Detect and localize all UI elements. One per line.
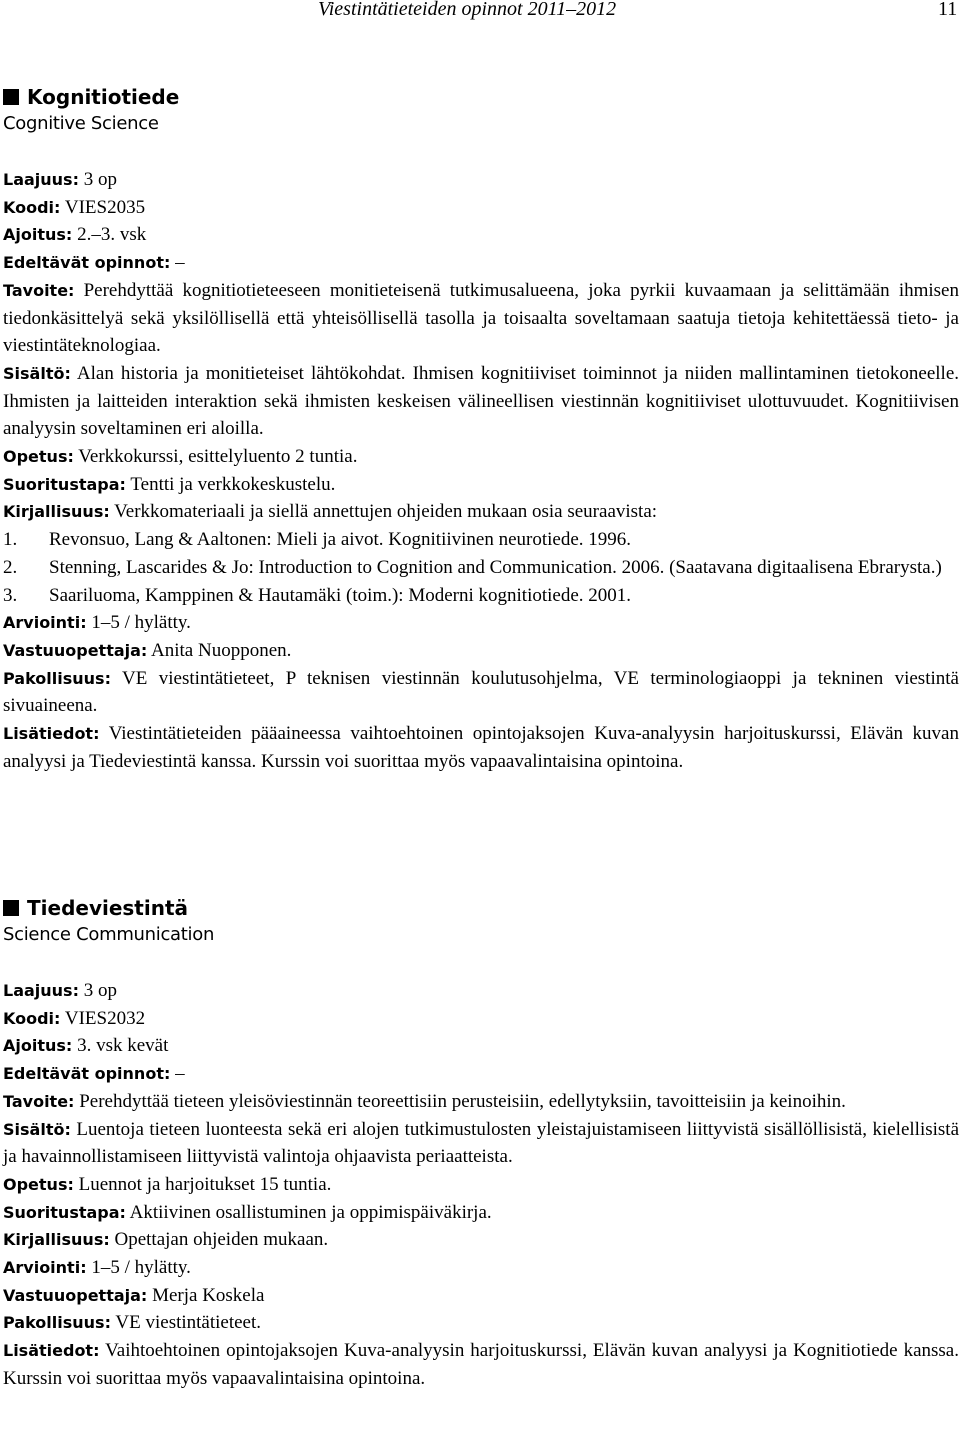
field-value: 1–5 / hylätty. bbox=[91, 612, 191, 634]
field-value: 3 op bbox=[83, 980, 117, 1001]
field-label: Arviointi: bbox=[3, 613, 87, 633]
field-koodi bbox=[3, 1005, 959, 1033]
field-label: Lisätiedot: bbox=[3, 724, 100, 744]
reference-item bbox=[3, 582, 959, 610]
course-title bbox=[3, 84, 959, 110]
reference-number: 1. bbox=[3, 529, 18, 551]
field-value: Anita Nuopponen. bbox=[151, 639, 292, 661]
field-vastuuopettaja bbox=[3, 637, 959, 665]
reference-item bbox=[3, 526, 959, 554]
field-label: Arviointi: bbox=[3, 1258, 87, 1278]
field-opetus bbox=[3, 443, 959, 471]
field-label: Edeltävät opinnot: bbox=[3, 253, 171, 273]
reference-number: 2. bbox=[3, 556, 18, 578]
field-laajuus bbox=[3, 977, 959, 1005]
field-label: Laajuus: bbox=[3, 170, 79, 189]
field-label: Edeltävät opinnot: bbox=[3, 1064, 171, 1084]
field-laajuus bbox=[3, 166, 959, 194]
field-value: – bbox=[175, 1063, 185, 1085]
field-tavoite bbox=[3, 277, 959, 360]
field-label: Opetus: bbox=[3, 1174, 74, 1194]
field-tavoite bbox=[3, 1088, 959, 1116]
field-value: Merja Koskela bbox=[152, 1284, 265, 1306]
reference-item bbox=[3, 554, 959, 582]
field-label: Pakollisuus: bbox=[3, 668, 111, 688]
field-label: Vastuuopettaja: bbox=[3, 1285, 148, 1305]
field-value: Tentti ja verkkokeskustelu. bbox=[130, 473, 336, 495]
field-kirjallisuus bbox=[3, 1226, 959, 1254]
field-value: Luennot ja harjoitukset 15 tuntia. bbox=[78, 1173, 332, 1195]
field-edeltavat bbox=[3, 1060, 959, 1088]
running-header bbox=[0, 0, 960, 24]
field-label: Laajuus: bbox=[3, 981, 79, 1000]
field-label: Sisältö: bbox=[3, 363, 71, 383]
field-value: Alan historia ja monitieteiset lähtökohdat. Ihmisen kognitiiviset toiminnot ja niiden mallintaminen tietokoneelle. Ihmisten ja laitteiden interaktion sekä ihmisten keskeisen välineellisen viestinnän kognitiiviset ulottuvuudet. Kognitiivisen analyysin soveltaminen eri aloilla. bbox=[3, 362, 960, 440]
field-label: Kirjallisuus: bbox=[3, 502, 110, 522]
field-pakollisuus bbox=[3, 1309, 959, 1337]
page-number: 11 bbox=[938, 0, 958, 20]
black-square-icon bbox=[3, 89, 19, 105]
field-label: Koodi: bbox=[3, 1008, 61, 1028]
course-title-text: Tiedeviestintä bbox=[27, 896, 189, 920]
field-ajoitus bbox=[3, 221, 959, 249]
course-english-title: Science Communication bbox=[3, 924, 215, 945]
field-value: Verkkomateriaali ja siellä annettujen ohjeiden mukaan osia seuraavista: bbox=[114, 501, 658, 523]
field-value: VIES2035 bbox=[64, 196, 146, 218]
field-lisatiedot bbox=[3, 720, 959, 775]
field-sisalto bbox=[3, 360, 959, 443]
field-value: VE viestintätieteet. bbox=[115, 1312, 262, 1334]
field-value: Viestintätieteiden pääaineessa vaihtoehtoinen opintojaksojen Kuva-analyysin harjoituskurssi, Elävän kuvan analyysi ja Tiedeviestintä kanssa. Kurssin voi suorittaa myös vapaavalintaisina opintoina. bbox=[3, 723, 959, 772]
field-value: 3. vsk kevät bbox=[77, 1035, 169, 1057]
reference-text: Saariluoma, Kamppinen & Hautamäki (toim.): Moderni kognitiotiede. 2001. bbox=[49, 584, 632, 606]
field-label: Sisältö: bbox=[3, 1119, 71, 1139]
field-sisalto bbox=[3, 1116, 959, 1171]
field-edeltavat bbox=[3, 249, 959, 277]
course-details bbox=[3, 977, 959, 1393]
field-value: 1–5 / hylätty. bbox=[91, 1257, 191, 1279]
field-koodi bbox=[3, 194, 959, 222]
field-value: 2.–3. vsk bbox=[77, 224, 147, 246]
field-label: Pakollisuus: bbox=[3, 1313, 111, 1333]
field-label: Kirjallisuus: bbox=[3, 1230, 110, 1250]
field-label: Suoritustapa: bbox=[3, 474, 126, 494]
field-value: Vaihtoehtoinen opintojaksojen Kuva-analyysin harjoituskurssi, Elävän kuvan analyysi ja Kognitiotiede kanssa. Kurssin voi suorittaa myös vapaavalintaisina opintoina. bbox=[3, 1340, 959, 1389]
reference-text: Stenning, Lascarides & Jo: Introduction to Cognition and Communication. 2006. (Saatavana digitaalisena Ebrarysta.) bbox=[49, 556, 942, 578]
field-value: Perehdyttää kognitiotieteeseen monitieteisenä tutkimusalueena, joka pyrkii kuvaamaan ja selittämään ihmisen tiedonkäsittelyä sekä yksilöllisellä että yhteisöllisellä tasolla ja toisaalta soveltamaan saatuja tietoja kehitettäessä tieto- ja viestintäteknologiaa. bbox=[3, 279, 959, 357]
field-label: Tavoite: bbox=[3, 1091, 75, 1111]
field-label: Suoritustapa: bbox=[3, 1202, 126, 1222]
field-label: Koodi: bbox=[3, 197, 61, 217]
course-details bbox=[3, 166, 959, 775]
course-title-text: Kognitiotiede bbox=[27, 85, 180, 109]
field-lisatiedot bbox=[3, 1337, 959, 1392]
running-title: Viestintätieteiden opinnot 2011–2012 bbox=[318, 0, 617, 20]
field-value: VIES2032 bbox=[64, 1007, 146, 1029]
field-value: – bbox=[175, 252, 185, 274]
field-arviointi bbox=[3, 609, 959, 637]
field-opetus bbox=[3, 1171, 959, 1199]
field-ajoitus bbox=[3, 1032, 959, 1060]
field-label: Tavoite: bbox=[3, 280, 75, 300]
field-suoritustapa bbox=[3, 471, 959, 499]
field-label: Lisätiedot: bbox=[3, 1341, 100, 1361]
field-value: Perehdyttää tieteen yleisöviestinnän teoreettisiin perusteisiin, edellytyksiin, tavoitteisiin ja keinoihin. bbox=[79, 1090, 846, 1112]
field-kirjallisuus bbox=[3, 498, 959, 526]
field-vastuuopettaja bbox=[3, 1282, 959, 1310]
field-value: VE viestintätieteet, P teknisen viestinnän koulutusohjelma, VE terminologiaoppi ja tekninen viestintä sivuaineena. bbox=[3, 667, 959, 717]
field-label: Ajoitus: bbox=[3, 1036, 73, 1056]
field-value: Luentoja tieteen luonteesta sekä eri alojen tutkimustulosten yleistajuistamiseen liittyvistä sisällöllisistä, kielellisistä ja havainnollistamiseen liittyvistä valintoja ohjaavista periaatteista. bbox=[3, 1118, 959, 1168]
reference-text: Revonsuo, Lang & Aaltonen: Mieli ja aivot. Kognitiivinen neurotiede. 1996. bbox=[49, 529, 632, 551]
field-label: Vastuuopettaja: bbox=[3, 640, 148, 660]
course-title bbox=[3, 895, 959, 921]
field-value: Aktiivinen osallistuminen ja oppimispäiväkirja. bbox=[129, 1201, 492, 1223]
course-english-title: Cognitive Science bbox=[3, 113, 159, 134]
field-suoritustapa bbox=[3, 1199, 959, 1227]
course-section-tiedeviestinta bbox=[3, 895, 959, 1393]
field-arviointi bbox=[3, 1254, 959, 1282]
field-value: Opettajan ohjeiden mukaan. bbox=[114, 1229, 329, 1251]
field-label: Opetus: bbox=[3, 447, 74, 467]
field-label: Ajoitus: bbox=[3, 225, 73, 245]
course-section-kognitiotiede bbox=[3, 84, 959, 775]
field-value: 3 op bbox=[83, 169, 117, 190]
reference-number: 3. bbox=[3, 584, 18, 606]
field-pakollisuus bbox=[3, 665, 959, 720]
field-value: Verkkokurssi, esittelyluento 2 tuntia. bbox=[78, 446, 358, 468]
black-square-icon bbox=[3, 900, 19, 916]
